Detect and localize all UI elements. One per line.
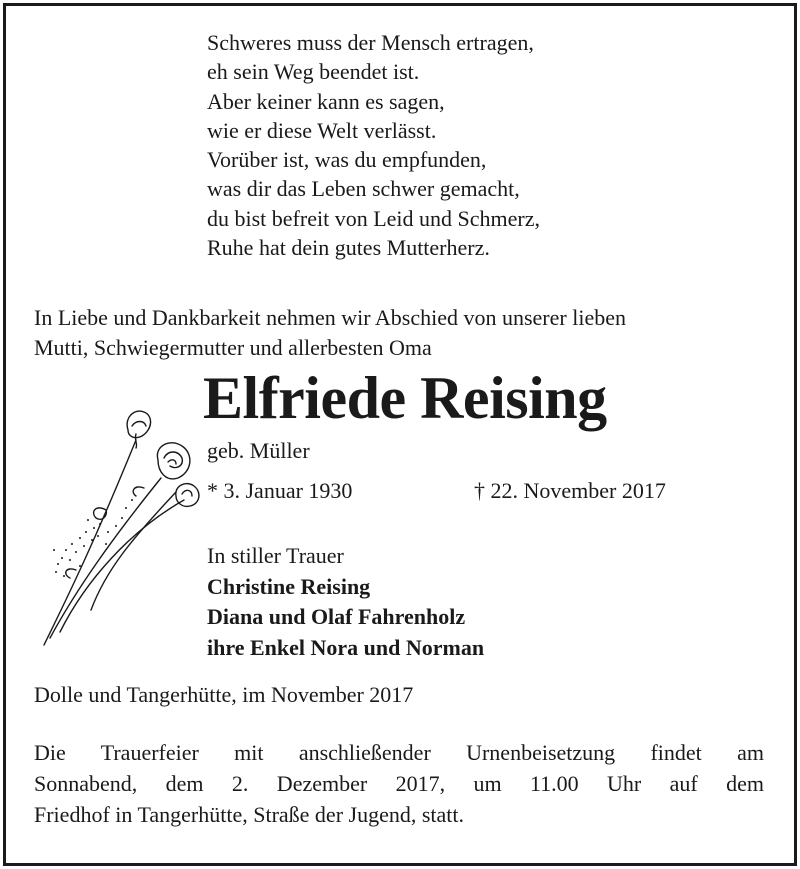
mourners-heading: In stiller Trauer [207, 543, 344, 568]
intro-line: Mutti, Schwiegermutter und allerbesten Oma [34, 335, 432, 360]
service-info [34, 737, 764, 830]
intro-text [34, 303, 774, 363]
mourner-name: ihre Enkel Nora und Norman [207, 634, 485, 660]
mourners [207, 541, 484, 663]
poem-line: was dir das Leben schwer gemacht, [207, 176, 520, 202]
birth-name: geb. Müller [207, 438, 310, 463]
service-line: Die Trauerfeier mit anschließender Urnenbeisetzung findet am [34, 740, 764, 765]
poem-line: eh sein Weg beendet ist. [207, 59, 420, 85]
roses-drawing [36, 400, 211, 650]
poem [207, 28, 540, 262]
death-date: † 22. November 2017 [474, 478, 666, 503]
poem-line: Vorüber ist, was du empfunden, [207, 147, 487, 173]
poem-line: Schweres muss der Mensch ertragen, [207, 30, 534, 55]
poem-line: Ruhe hat dein gutes Mutterherz. [207, 235, 490, 261]
place-date: Dolle und Tangerhütte, im November 2017 [34, 682, 414, 707]
birth-date: * 3. Januar 1930 [207, 478, 353, 503]
mourner-name: Diana und Olaf Fahrenholz [207, 604, 466, 629]
poem-line: wie er diese Welt verlässt. [207, 117, 437, 143]
mourner-name: Christine Reising [207, 573, 371, 599]
service-line: Friedhof in Tangerhütte, Straße der Jugend, statt. [34, 802, 465, 827]
service-line: Sonnabend, dem 2. Dezember 2017, um 11.00 Uhr auf dem [34, 771, 764, 796]
deceased-name: Elfriede Reising [203, 365, 607, 431]
poem-line: du bist befreit von Leid und Schmerz, [207, 205, 540, 231]
intro-line: In Liebe und Dankbarkeit nehmen wir Abschied von unserer lieben [34, 305, 626, 330]
poem-line: Aber keiner kann es sagen, [207, 88, 445, 114]
